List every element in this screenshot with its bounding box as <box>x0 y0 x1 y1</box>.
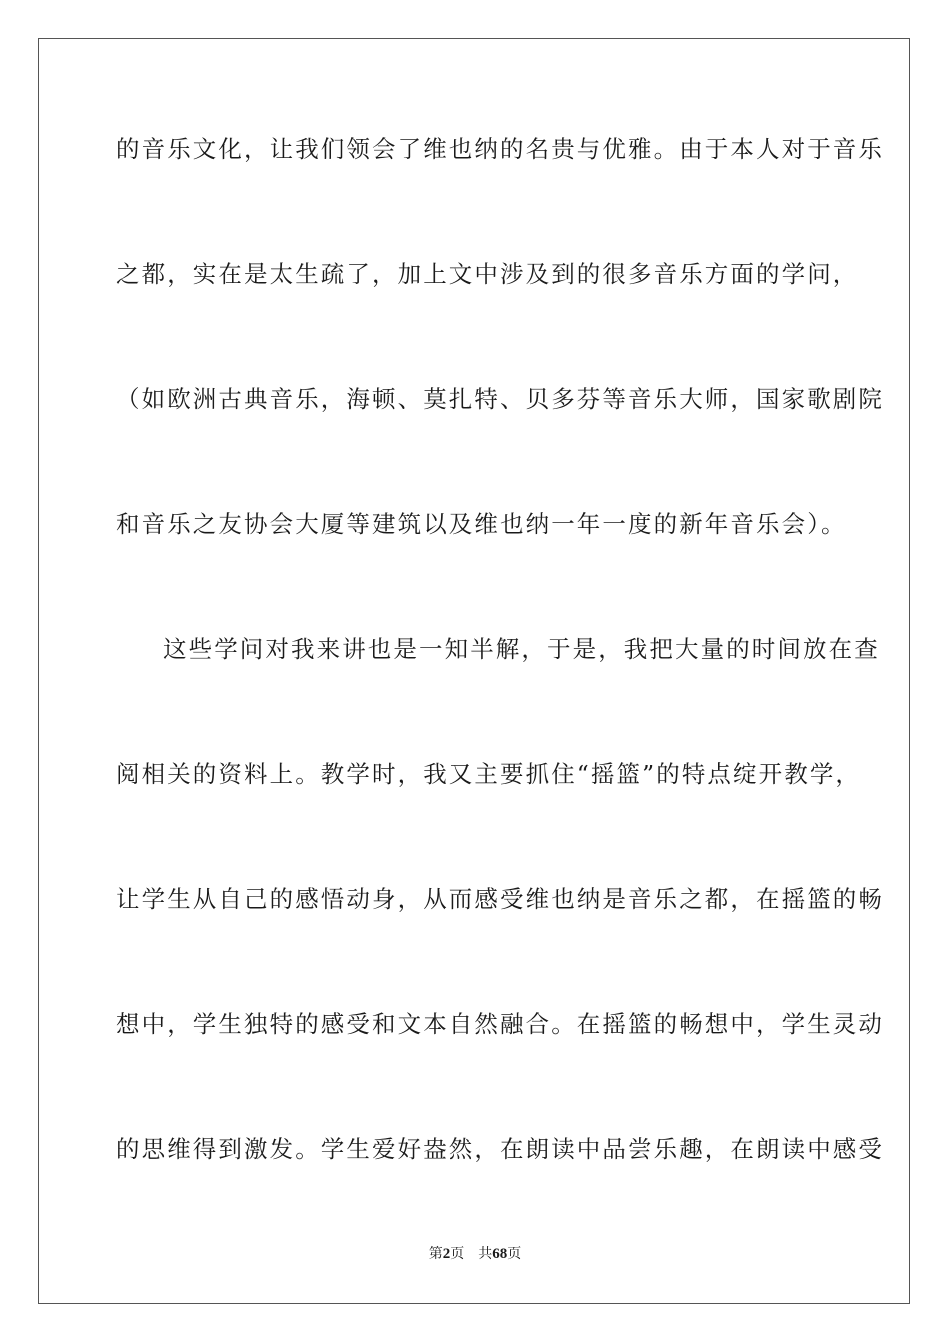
page-footer <box>0 1245 950 1263</box>
total-suffix: 页 <box>507 1246 522 1262</box>
total-pages: 68 <box>492 1246 508 1262</box>
text-line-5-paragraph-start: 这些学问对我来讲也是一知半解，于是，我把大量的时间放在查 <box>163 635 880 663</box>
text-line-8: 想中，学生独特的感受和文本自然融合。在摇篮的畅想中，学生灵动 <box>116 1010 884 1038</box>
text-line-4: 和音乐之友协会大厦等建筑以及维也纳一年一度的新年音乐会）。 <box>116 510 847 538</box>
text-line-1: 的音乐文化，让我们领会了维也纳的名贵与优雅。由于本人对于音乐 <box>116 135 884 163</box>
page-suffix: 页 <box>450 1246 465 1262</box>
text-line-9: 的思维得到激发。学生爱好盎然，在朗读中品尝乐趣，在朗读中感受 <box>116 1135 884 1163</box>
text-line-2: 之都，实在是太生疏了，加上文中涉及到的很多音乐方面的学问， <box>116 260 859 288</box>
page-prefix: 第 <box>428 1246 443 1262</box>
text-line-3: （如欧洲古典音乐，海顿、莫扎特、贝多芬等音乐大师，国家歌剧院 <box>116 385 884 413</box>
page-border <box>38 38 910 1304</box>
total-prefix: 共 <box>478 1246 493 1262</box>
page-number: 2 <box>442 1246 451 1262</box>
text-line-7: 让学生从自己的感悟动身，从而感受维也纳是音乐之都，在摇篮的畅 <box>116 885 884 913</box>
text-line-6: 阅相关的资料上。教学时，我又主要抓住“摇篮”的特点绽开教学， <box>116 760 862 788</box>
